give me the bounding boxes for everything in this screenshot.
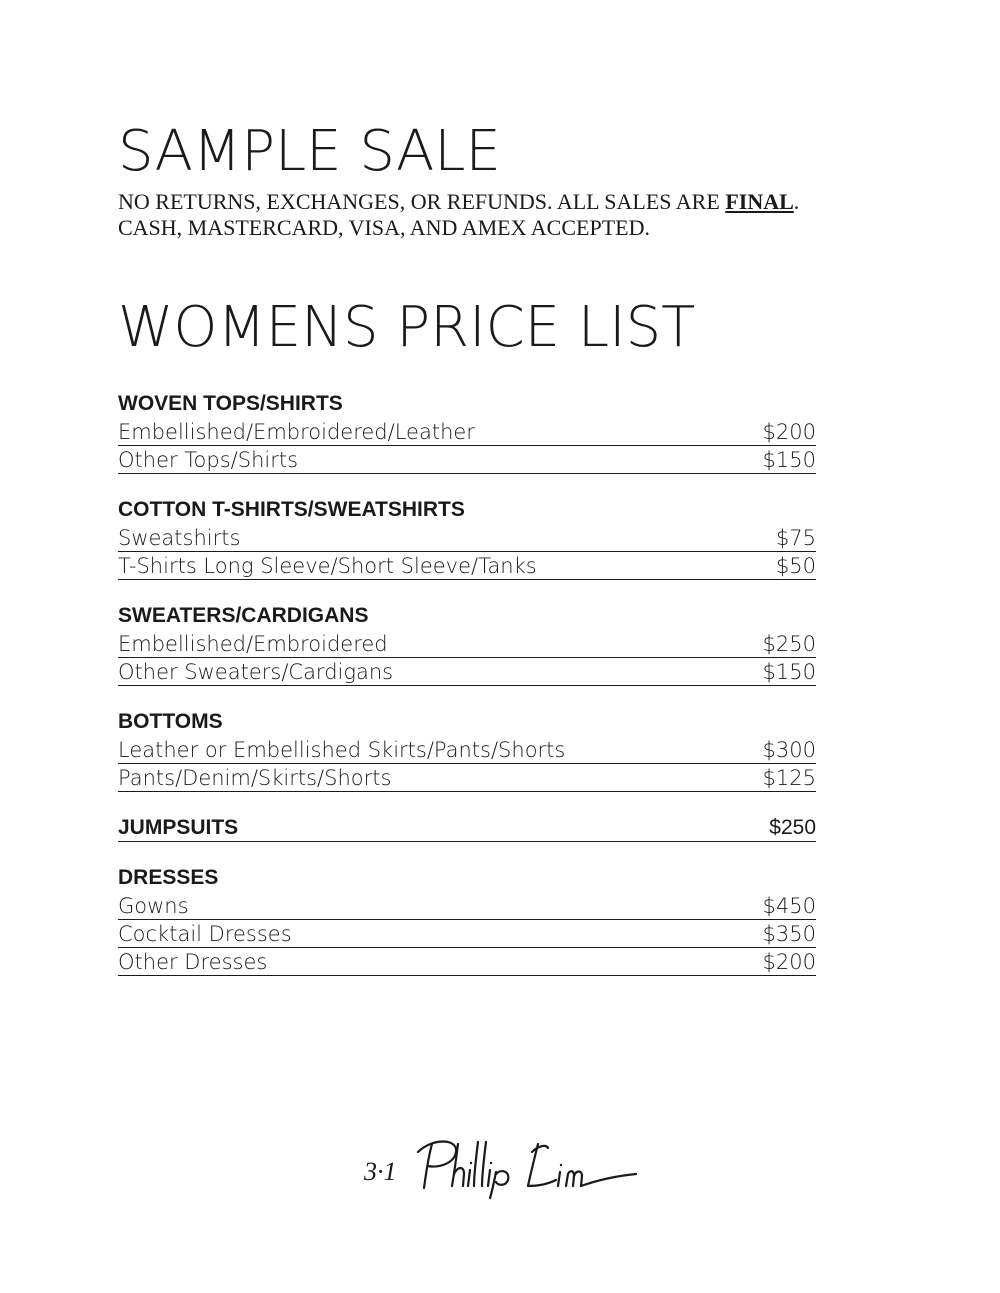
section-heading: WOVEN TOPS/SHIRTS	[118, 392, 343, 415]
item-price: $250	[769, 816, 816, 839]
section-heading: DRESSES	[118, 866, 219, 889]
price-row	[118, 658, 816, 686]
item-label: Other Tops/Shirts	[118, 448, 299, 472]
item-label: Embellished/Embroidered	[118, 632, 388, 656]
item-price: $250	[762, 632, 816, 656]
item-price: $125	[762, 766, 816, 790]
price-section	[118, 864, 816, 976]
price-list	[118, 390, 816, 998]
price-row	[118, 892, 816, 920]
item-price: $200	[762, 950, 816, 974]
price-row	[118, 920, 816, 948]
svg-text:3·1: 3·1	[364, 1157, 397, 1186]
final-emphasis: FINAL	[725, 189, 794, 214]
item-price: $200	[762, 420, 816, 444]
item-label: T-Shirts Long Sleeve/Short Sleeve/Tanks	[118, 554, 537, 578]
price-row	[118, 630, 816, 658]
price-row	[118, 814, 816, 842]
price-section	[118, 602, 816, 686]
brand-logo	[362, 1130, 642, 1200]
price-section	[118, 708, 816, 792]
section-heading: COTTON T-SHIRTS/SWEATSHIRTS	[118, 498, 465, 521]
item-label: Cocktail Dresses	[118, 922, 292, 946]
item-price: $75	[775, 526, 816, 550]
price-list-title: WOMENS PRICE LIST	[118, 295, 696, 360]
section-heading: BOTTOMS	[118, 710, 223, 733]
item-label: Sweatshirts	[118, 526, 241, 550]
notice-line-2: CASH, MASTERCARD, VISA, AND AMEX ACCEPTED.	[118, 215, 650, 240]
item-label: Pants/Denim/Skirts/Shorts	[118, 766, 392, 790]
price-section	[118, 390, 816, 474]
item-label: Embellished/Embroidered/Leather	[118, 420, 475, 444]
item-price: $50	[775, 554, 816, 578]
notice-line-1-suffix: .	[793, 189, 800, 214]
item-label: Leather or Embellished Skirts/Pants/Shorts	[118, 738, 566, 762]
item-price: $300	[762, 738, 816, 762]
price-row	[118, 552, 816, 580]
price-row	[118, 446, 816, 474]
sale-notice	[118, 189, 799, 241]
item-label: Gowns	[118, 894, 189, 918]
price-row	[118, 736, 816, 764]
price-section	[118, 496, 816, 580]
item-price: $450	[762, 894, 816, 918]
price-row	[118, 524, 816, 552]
item-price: $350	[762, 922, 816, 946]
item-price: $150	[762, 660, 816, 684]
price-row	[118, 948, 816, 976]
notice-line-1	[118, 189, 799, 215]
notice-line-1-text: NO RETURNS, EXCHANGES, OR REFUNDS. ALL SALES ARE	[118, 189, 726, 214]
item-label: Other Sweaters/Cardigans	[118, 660, 394, 684]
price-row	[118, 764, 816, 792]
section-heading: SWEATERS/CARDIGANS	[118, 604, 369, 627]
price-row	[118, 418, 816, 446]
item-price: $150	[762, 448, 816, 472]
item-label: Other Dresses	[118, 950, 268, 974]
item-label: JUMPSUITS	[118, 816, 239, 839]
page-title: SAMPLE SALE	[118, 119, 501, 184]
price-section	[118, 814, 816, 842]
